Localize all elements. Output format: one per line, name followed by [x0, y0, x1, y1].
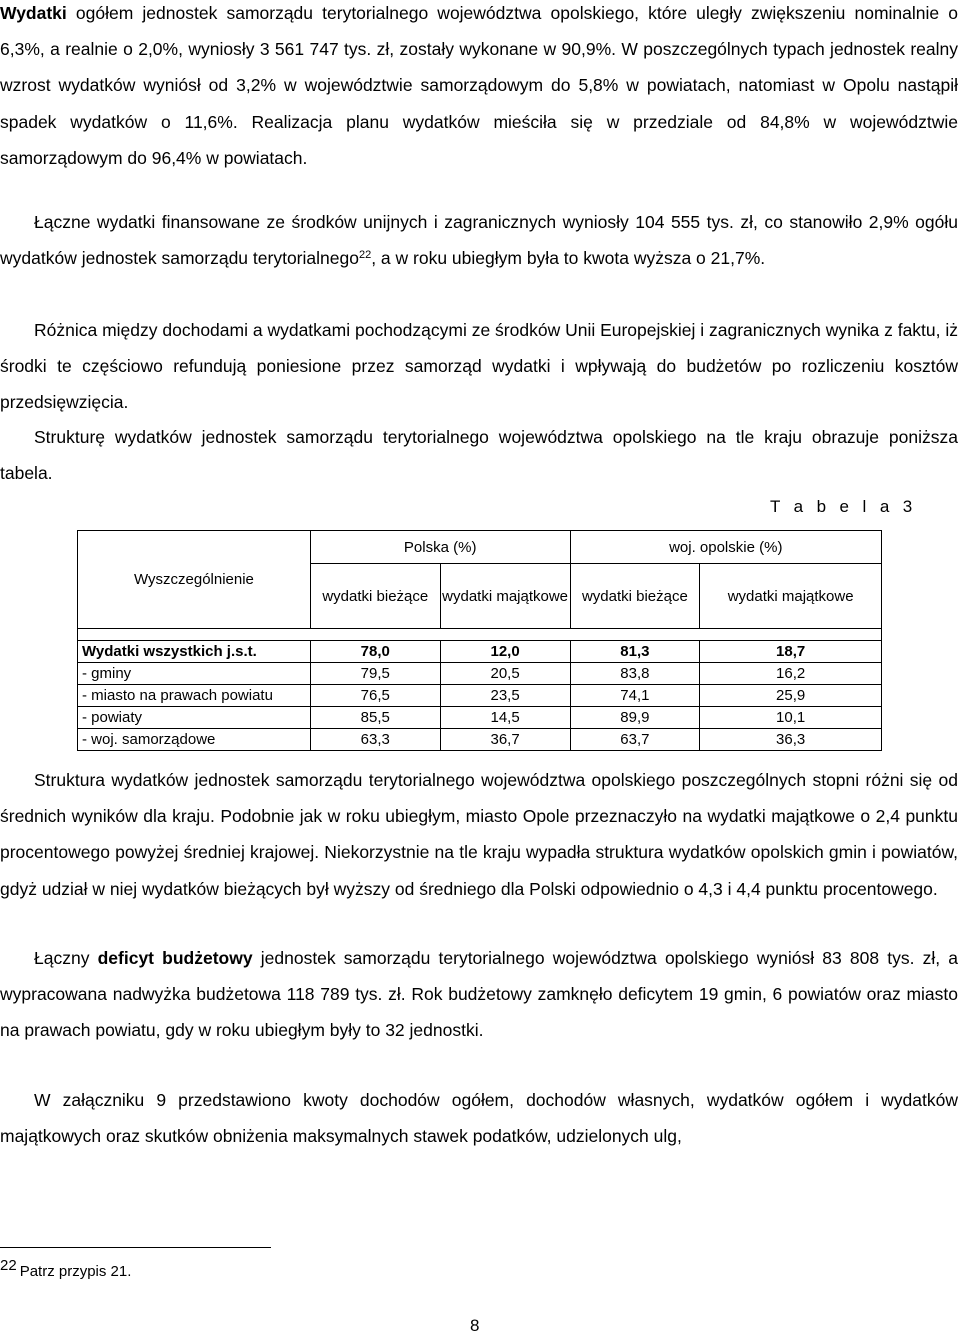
- table-row: [78, 685, 882, 707]
- cell-opolskie-capital: 10,1: [700, 707, 882, 729]
- cell-opolskie-current: 89,9: [570, 707, 700, 729]
- cell-opolskie-capital: 36,3: [700, 729, 882, 751]
- cell-opolskie-capital: 16,2: [700, 663, 882, 685]
- row-label: - miasto na prawach powiatu: [78, 685, 311, 707]
- cell-opolskie-capital: 18,7: [700, 641, 882, 663]
- cell-poland-capital: 12,0: [440, 641, 570, 663]
- cell-poland-current: 79,5: [310, 663, 440, 685]
- row-label: Wydatki wszystkich j.s.t.: [78, 641, 311, 663]
- cell-opolskie-current: 74,1: [570, 685, 700, 707]
- paragraph-structure-analysis: [0, 762, 958, 907]
- table-header-row: [78, 531, 882, 564]
- paragraph-eu-funds: [0, 205, 958, 277]
- paragraph-text: Różnica między dochodami a wydatkami pochodzącymi ze środków Unii Europejskiej i zagranicznych wynika z faktu, iż środki te częściowo refundują poniesione przez samorząd wydatki i wpływają do budżetów po rozliczeniu kosztów przedsięwzięcia.: [0, 320, 959, 413]
- paragraph-text: W załączniku 9 przedstawiono kwoty dochodów ogółem, dochodów własnych, wydatków ogółem i wydatków majątkowych oraz skutków obniżenia maksymalnych stawek podatków, udzielonych ulg,: [0, 1090, 958, 1147]
- cell-poland-capital: 36,7: [440, 729, 570, 751]
- cell-poland-capital: 23,5: [440, 685, 570, 707]
- header-poland-current: wydatki bieżące: [310, 564, 440, 629]
- header-opolskie-current: wydatki bieżące: [570, 564, 700, 629]
- table-row: [78, 729, 882, 751]
- footnote: [0, 1257, 132, 1280]
- paragraph-text: Łączny: [34, 948, 98, 968]
- cell-opolskie-current: 63,7: [570, 729, 700, 751]
- footnote-reference: 22: [358, 248, 372, 261]
- cell-poland-current: 76,5: [310, 685, 440, 707]
- cell-poland-current: 78,0: [310, 641, 440, 663]
- paragraph-text: jednostek samorządu terytorialnego województwa opolskiego wyniósł 83 808 tys. zł, a wypracowana nadwyżka budżetowa 118 789 tys. zł. Rok budżetowy zamknęło deficytem 19 gmin, 6 powiatów oraz miasto na prawach powiatu, gdy w roku ubiegłym były to 32 jednostki.: [0, 948, 959, 1041]
- row-label: - woj. samorządowe: [78, 729, 311, 751]
- paragraph-text: Strukturę wydatków jednostek samorządu terytorialnego województwa opolskiego na tle kraju obrazuje poniższa tabela.: [0, 427, 958, 484]
- cell-poland-capital: 14,5: [440, 707, 570, 729]
- footnote-number: 22: [0, 1257, 17, 1274]
- paragraph-structure-intro: [0, 419, 958, 491]
- table-label: T a b e l a 3: [770, 497, 917, 516]
- header-wyszczegolnienie: Wyszczególnienie: [78, 531, 311, 629]
- cell-opolskie-capital: 25,9: [700, 685, 882, 707]
- header-group-opolskie: woj. opolskie (%): [570, 531, 882, 564]
- header-group-poland: Polska (%): [310, 531, 570, 564]
- header-opolskie-capital: wydatki majątkowe: [700, 564, 882, 629]
- cell-opolskie-current: 81,3: [570, 641, 700, 663]
- paragraph-text: , a w roku ubiegłym była to kwota wyższa o 21,7%.: [371, 247, 766, 268]
- header-poland-capital: wydatki majątkowe: [440, 564, 570, 629]
- cell-poland-current: 85,5: [310, 707, 440, 729]
- row-label: - gminy: [78, 663, 311, 685]
- expenditure-structure-table: [77, 530, 882, 751]
- paragraph-budget-deficit: [0, 940, 958, 1049]
- page-number: 8: [470, 1316, 480, 1335]
- table-row: [78, 641, 882, 663]
- table-row: [78, 707, 882, 729]
- footnote-separator: [0, 1247, 271, 1248]
- cell-opolskie-current: 83,8: [570, 663, 700, 685]
- table-row: [78, 663, 882, 685]
- bold-term-wydatki: Wydatki: [0, 3, 67, 23]
- paragraph-expenditures-total: [0, 0, 958, 176]
- row-label: - powiaty: [78, 707, 311, 729]
- paragraph-difference: [0, 312, 958, 421]
- bold-term-deficit: deficyt budżetowy: [97, 948, 253, 968]
- paragraph-text: Łączne wydatki finansowane ze środków unijnych i zagranicznych wyniosły 104 555 tys. zł, co stanowiło 2,9% ogółu wydatków jednostek samorządu terytorialnego: [0, 212, 958, 268]
- table-spacer-row: [78, 629, 882, 641]
- cell-poland-capital: 20,5: [440, 663, 570, 685]
- paragraph-text: ogółem jednostek samorządu terytorialnego województwa opolskiego, które uległy zwiększeniu nominalnie o 6,3%, a realnie o 2,0%, wyniosły 3 561 747 tys. zł, zostały wykonane w 90,9%. W poszczególnych typach jednostek realny wzrost wydatków wyniósł od 3,2% w województwie samorządowym do 5,8% w powiatach, natomiast w Opolu nastąpił spadek wydatków o 11,6%. Realizacja planu wydatków mieściła się w przedziale od 84,8% w województwie samorządowym do 96,4% w powiatach.: [0, 3, 958, 168]
- paragraph-text: Struktura wydatków jednostek samorządu terytorialnego województwa opolskiego poszczególnych stopni różni się od średnich wyników dla kraju. Podobnie jak w roku ubiegłym, miasto Opole przeznaczyło na wydatki majątkowe o 2,4 punktu procentowego powyżej średniej krajowej. Niekorzystnie na tle kraju wypadła struktura wydatków opolskich gmin i powiatów, gdyż udział w niej wydatków bieżących był wyższy od średniego dla Polski odpowiednio o 4,3 i 4,4 punktu procentowego.: [0, 770, 958, 899]
- footnote-text: Patrz przypis 21.: [19, 1263, 132, 1280]
- paragraph-annex-reference: [0, 1082, 958, 1154]
- cell-poland-current: 63,3: [310, 729, 440, 751]
